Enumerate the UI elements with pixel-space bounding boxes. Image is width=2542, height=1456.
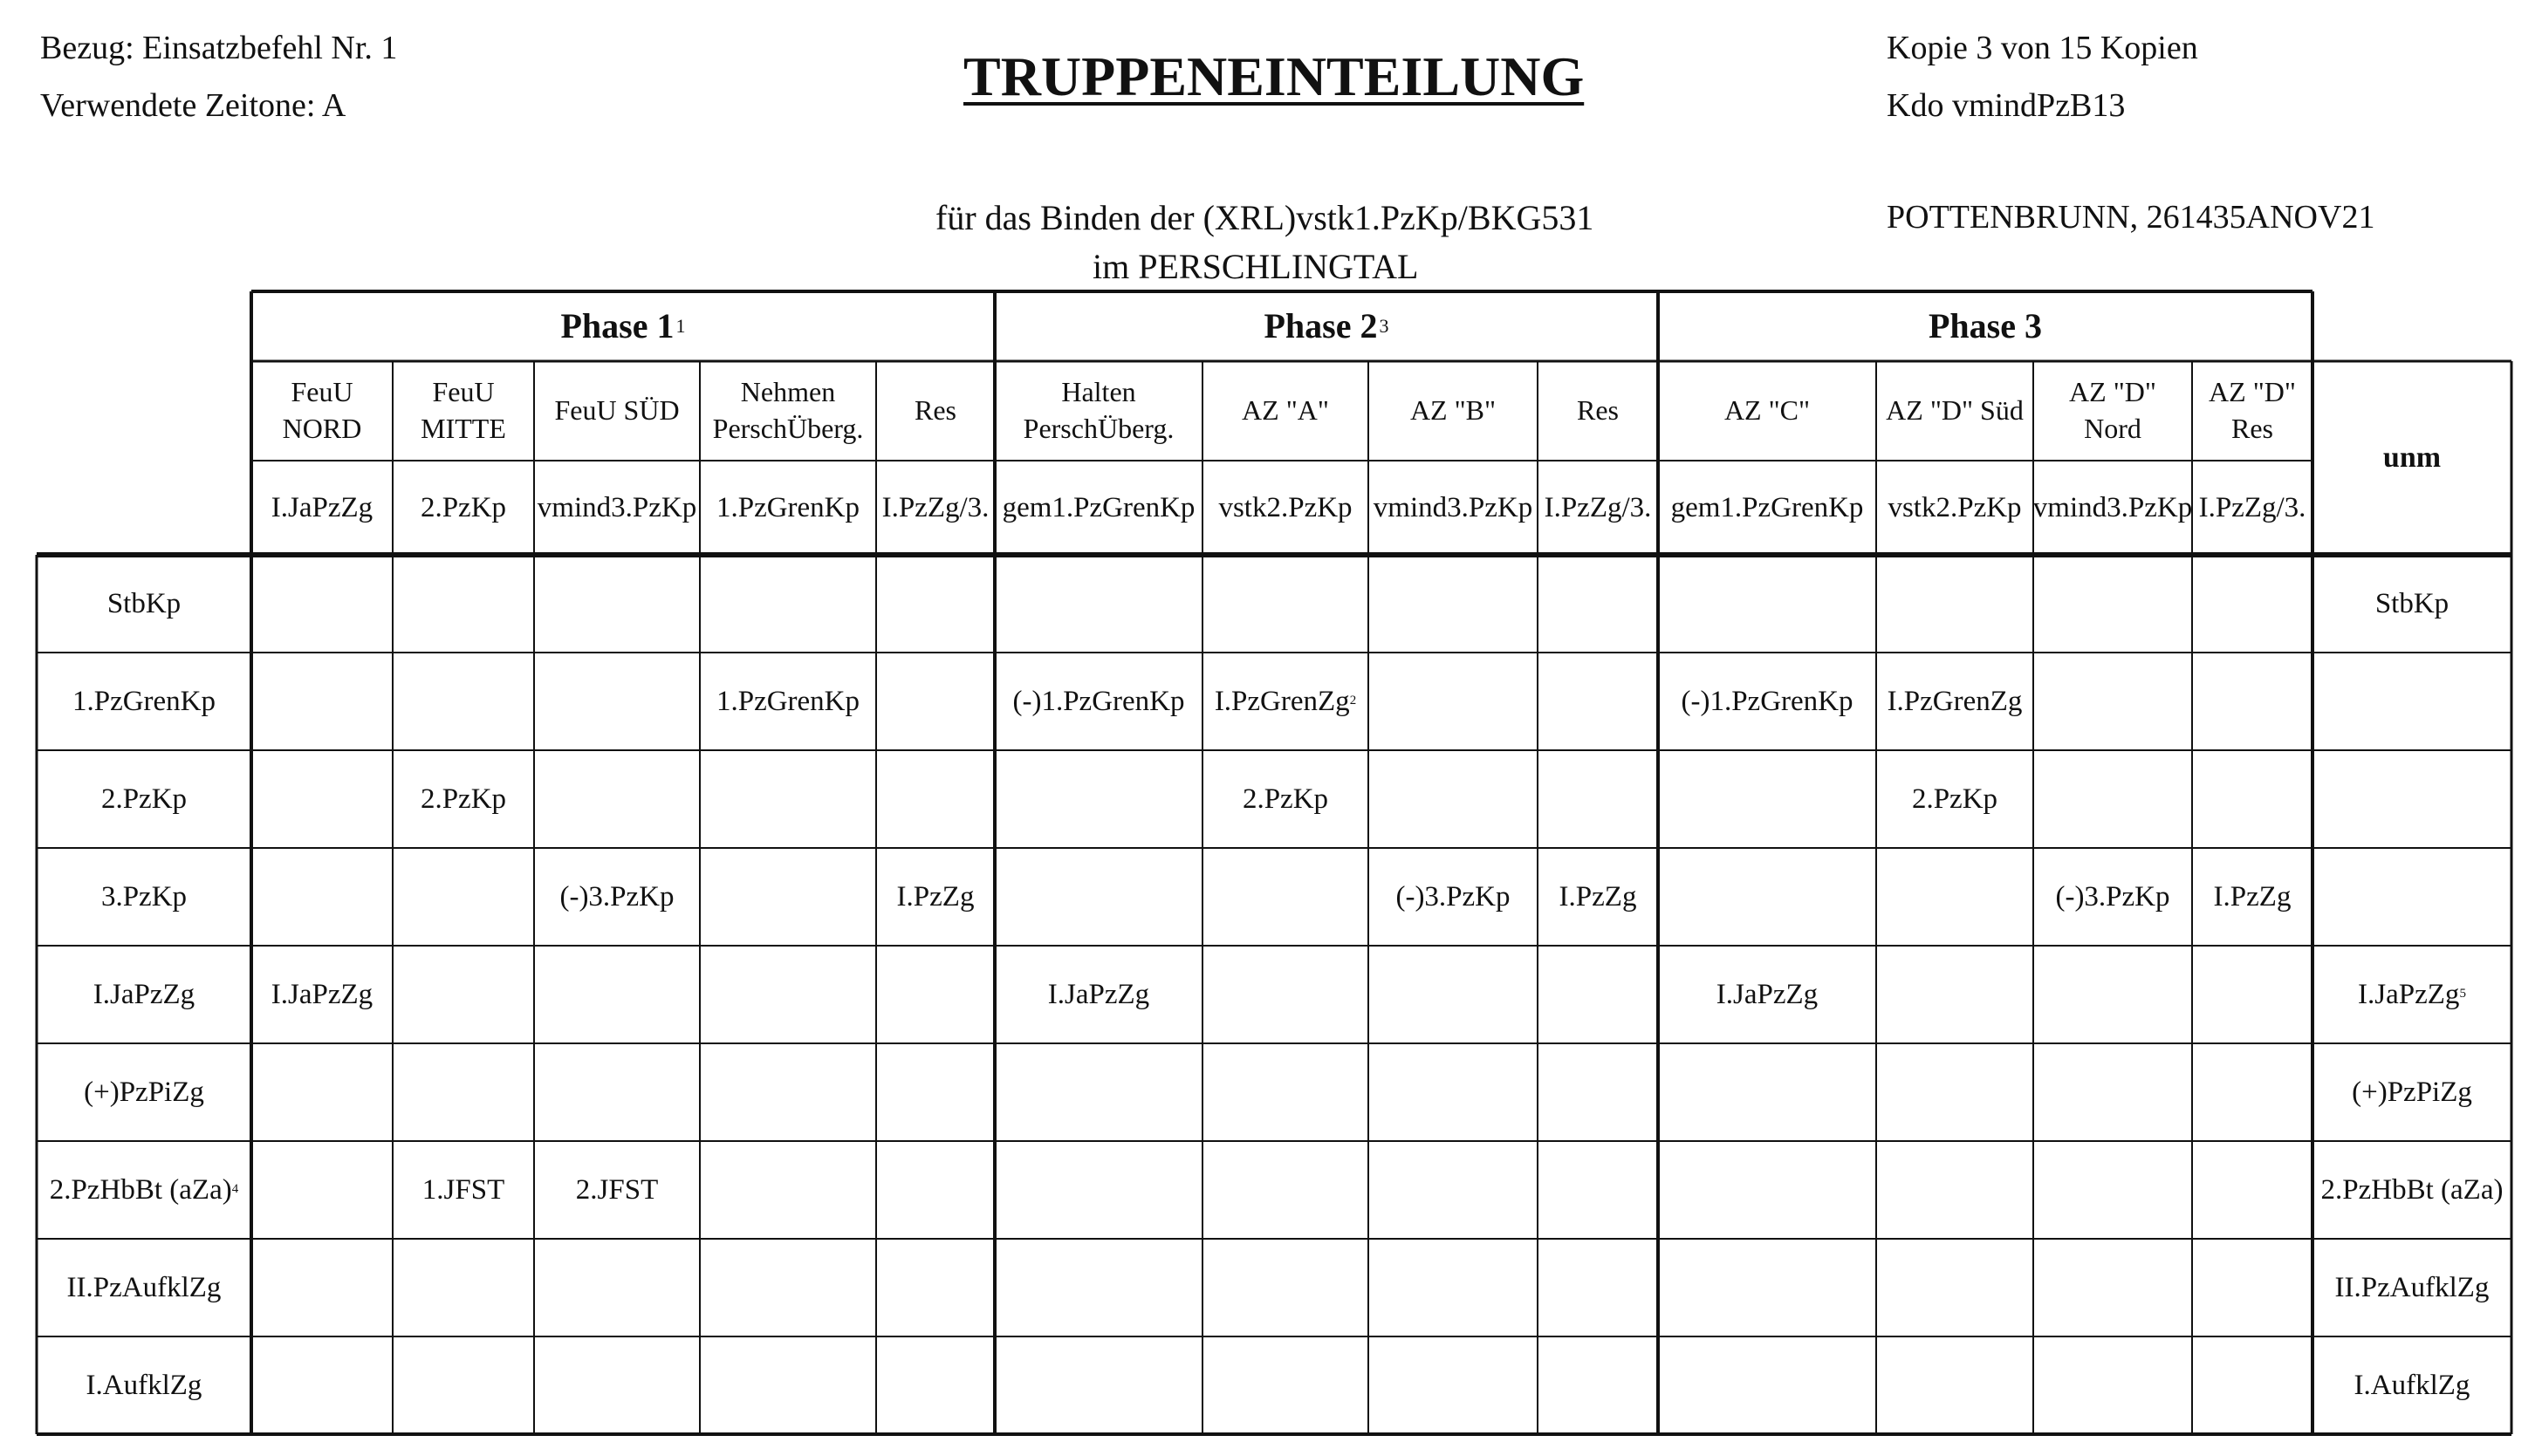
column-unit-header [534,461,700,555]
unm-cell [2312,1336,2511,1434]
row-label [37,750,251,848]
row-label [37,1043,251,1141]
unm-cell [2312,946,2511,1043]
row-label [37,1336,251,1434]
table-cell [1202,848,1368,946]
column-unit-header [251,461,393,555]
column-task-header [995,361,1202,461]
table-cell [1658,946,1876,1043]
table-cell [251,750,393,848]
column-task-header-text: Res [1577,394,1619,427]
phase-header-text: Phase 1 [560,306,675,345]
table-cell [1368,1336,1538,1434]
column-unit-header-text: gem1.PzGrenKp [1002,491,1196,523]
table-cell [1876,946,2033,1043]
table-cell [1202,1239,1368,1336]
table-cell [1658,848,1876,946]
column-unit-header [2033,461,2192,555]
row-label-text: I.JaPzZg [92,978,195,1010]
table-cell [1202,946,1368,1043]
row-label [37,1141,251,1239]
footnote-marker: 4 [231,1182,239,1197]
table-cell [1202,653,1368,750]
table-cell [1202,555,1368,653]
table-cell [2192,653,2312,750]
table-cell-text: I.JaPzZg [1716,978,1819,1010]
column-unit-header-text: vmind3.PzKp [2032,491,2193,523]
phase-header [995,291,1658,361]
table-cell [2033,848,2192,946]
table-cell-text: I.PzGrenZg [1887,685,2023,717]
column-task-header-text: Res [915,394,956,427]
subtitle-line-2: im PERSCHLINGTAL [1093,247,1419,286]
table-cell [995,555,1202,653]
table-cell [393,1141,534,1239]
column-unit-header-text: I.PzZg/3. [2198,491,2306,523]
column-task-header [1538,361,1658,461]
table-cell [876,848,995,946]
column-unit-header-text: vstk2.PzKp [1218,491,1353,523]
table-cell [534,1043,700,1141]
column-task-header [1658,361,1876,461]
table-cell [1876,1141,2033,1239]
unm-cell [2312,653,2511,750]
column-unit-header [1202,461,1368,555]
table-cell [393,1239,534,1336]
table-cell [1876,1239,2033,1336]
table-cell [1658,555,1876,653]
unm-header [2312,361,2511,555]
header-time-zone: Verwendete Zeitone: A [40,87,346,124]
table-cell [534,1336,700,1434]
table-cell [1538,555,1658,653]
table-cell [2033,1141,2192,1239]
unm-cell-text: I.AufklZg [2354,1369,2470,1401]
column-task-header-text: FeuU SÜD [554,394,680,427]
table-cell [393,946,534,1043]
table-cell [876,1043,995,1141]
column-task-header-text: AZ "A" [1242,394,1329,427]
column-task-header [2033,361,2192,461]
table-cell [876,1141,995,1239]
footnote-marker: 1 [675,314,686,337]
table-cell-text: (-)3.PzKp [1395,880,1511,913]
column-task-header-text: AZ "D" Süd [1886,394,2024,427]
table-cell [1202,1336,1368,1434]
table-cell [1538,1239,1658,1336]
table-cell [2033,750,2192,848]
table-cell [2192,1336,2312,1434]
table-cell [876,653,995,750]
row-label-text: StbKp [106,587,182,619]
table-cell [876,946,995,1043]
table-cell-text: 2.PzKp [420,783,507,815]
column-task-header [251,361,393,461]
table-cell [393,1043,534,1141]
column-task-header-text: AZ "D" Nord [2069,376,2156,444]
column-unit-header-text: vstk2.PzKp [1888,491,2022,523]
table-cell [2192,946,2312,1043]
table-cell [534,1141,700,1239]
unm-cell-text: II.PzAufklZg [2334,1271,2490,1303]
table-cell [1876,1336,2033,1434]
table-cell-text: (-)3.PzKp [559,880,675,913]
table-cell [1538,1336,1658,1434]
row-label-text: I.AufklZg [86,1369,202,1401]
table-cell [251,946,393,1043]
table-cell [2192,555,2312,653]
table-cell-text: I.PzGrenZg [1214,685,1350,717]
table-cell [534,555,700,653]
phase-header-text: Phase 2 [1264,306,1378,345]
column-unit-header [995,461,1202,555]
table-cell [393,1336,534,1434]
table-cell-text: 1.PzGrenKp [716,685,860,717]
table-cell [251,1336,393,1434]
table-cell [1368,848,1538,946]
column-unit-header [1538,461,1658,555]
table-cell [251,1141,393,1239]
table-cell [700,946,876,1043]
table-cell [700,1336,876,1434]
table-cell-text: (-)1.PzGrenKp [1012,685,1185,717]
table-cell [1368,1043,1538,1141]
table-cell [876,555,995,653]
table-cell [393,555,534,653]
table-cell [2033,555,2192,653]
table-cell [2192,1043,2312,1141]
table-cell-text: (-)3.PzKp [2055,880,2170,913]
table-cell [995,1239,1202,1336]
column-task-header [1876,361,2033,461]
column-task-header-text: AZ "D" Res [2209,376,2296,444]
table-cell [1538,1043,1658,1141]
column-unit-header-text: 1.PzGrenKp [716,491,860,523]
table-cell [995,1141,1202,1239]
table-cell [1876,653,2033,750]
column-task-header [876,361,995,461]
table-cell-text: (-)1.PzGrenKp [1681,685,1853,717]
unm-cell [2312,1141,2511,1239]
table-cell-text: I.PzZg [1559,880,1637,913]
phase-header [1658,291,2312,361]
table-cell-text: I.JaPzZg [271,978,373,1010]
table-cell [1538,653,1658,750]
document-title: TRUPPENEINTEILUNG [963,45,1585,107]
row-label-text: 3.PzKp [100,880,188,913]
column-unit-header [2192,461,2312,555]
table-cell [534,848,700,946]
column-unit-header-text: vmind3.PzKp [1373,491,1533,523]
table-cell [995,1336,1202,1434]
table-cell [876,1336,995,1434]
table-cell [1538,1141,1658,1239]
table-cell-text: 2.JFST [575,1173,659,1206]
table-cell [393,750,534,848]
table-cell [700,653,876,750]
table-cell [876,750,995,848]
table-cell [1368,1141,1538,1239]
column-unit-header [876,461,995,555]
table-cell [251,848,393,946]
unm-cell-text: StbKp [2374,587,2450,619]
unm-cell [2312,1043,2511,1141]
phase-header [251,291,995,361]
unm-cell [2312,848,2511,946]
table-cell [1202,1141,1368,1239]
table-cell [534,1239,700,1336]
table-cell-text: I.JaPzZg [1047,978,1150,1010]
command-label: Kdo vmindPzB13 [1887,87,2126,124]
table-cell [700,848,876,946]
column-task-header [1202,361,1368,461]
column-task-header-text: Halten PerschÜberg. [1023,376,1175,444]
column-task-header-text: AZ "C" [1723,394,1811,427]
column-unit-header [1876,461,2033,555]
column-unit-header [1658,461,1876,555]
unm-header-text: unm [2382,441,2442,474]
table-cell [251,555,393,653]
column-task-header-text: FeuU NORD [282,376,362,444]
table-cell [1538,848,1658,946]
column-unit-header [1368,461,1538,555]
table-cell [534,750,700,848]
column-unit-header-text: I.JaPzZg [271,491,373,523]
table-cell [251,1043,393,1141]
table-cell [2033,1336,2192,1434]
row-label [37,1239,251,1336]
unm-cell-text: I.JaPzZg [2358,978,2460,1010]
row-label [37,555,251,653]
column-unit-header [700,461,876,555]
row-label [37,848,251,946]
column-task-header [700,361,876,461]
column-unit-header [393,461,534,555]
table-cell [1202,750,1368,848]
table-cell [1538,750,1658,848]
table-cell-text: 1.JFST [421,1173,505,1206]
table-cell [700,555,876,653]
table-cell [995,1043,1202,1141]
table-cell [2033,1043,2192,1141]
column-unit-header-text: 2.PzKp [420,491,507,523]
unm-cell [2312,750,2511,848]
column-task-header [393,361,534,461]
copy-number: Kopie 3 von 15 Kopien [1887,30,2198,66]
column-unit-header-text: vmind3.PzKp [537,491,697,523]
table-cell-text: I.PzZg [2213,880,2292,913]
table-cell [2192,1239,2312,1336]
table-cell [700,1239,876,1336]
table-cell [1658,1239,1876,1336]
unm-cell [2312,1239,2511,1336]
column-unit-header-text: I.PzZg/3. [881,491,990,523]
table-cell [1368,653,1538,750]
table-cell [700,1043,876,1141]
table-cell [1658,653,1876,750]
table-cell [1876,1043,2033,1141]
row-label [37,653,251,750]
table-cell [1876,848,2033,946]
column-unit-header-text: gem1.PzGrenKp [1670,491,1864,523]
column-task-header [534,361,700,461]
column-task-header-text: Nehmen PerschÜberg. [712,376,864,444]
table-cell [2192,1141,2312,1239]
table-cell [1368,946,1538,1043]
table-cell [876,1239,995,1336]
table-cell [1368,555,1538,653]
table-cell [995,653,1202,750]
row-label [37,946,251,1043]
header-reference: Bezug: Einsatzbefehl Nr. 1 [40,30,398,66]
table-cell-text: I.PzZg [896,880,975,913]
column-task-header-text: FeuU MITTE [421,376,506,444]
row-label-text: 1.PzGrenKp [72,685,216,717]
footnote-marker: 2 [1349,694,1357,708]
table-cell [2033,1239,2192,1336]
table-cell [1876,555,2033,653]
table-cell [534,653,700,750]
table-cell [393,848,534,946]
table-cell [251,1239,393,1336]
table-cell [251,653,393,750]
table-cell [1538,946,1658,1043]
table-cell [995,750,1202,848]
unm-cell-text: (+)PzPiZg [2352,1076,2472,1108]
subtitle-line-1: für das Binden der (XRL)vstk1.PzKp/BKG531 [935,198,1594,237]
row-label-text: 2.PzKp [100,783,188,815]
table-cell [995,946,1202,1043]
column-unit-header-text: I.PzZg/3. [1544,491,1652,523]
table-cell [1876,750,2033,848]
column-task-header [2192,361,2312,461]
row-label-text: (+)PzPiZg [84,1076,204,1108]
table-cell [2192,750,2312,848]
footnote-marker: 3 [1379,314,1389,337]
table-cell [2033,653,2192,750]
column-task-header [1368,361,1538,461]
row-label-text: 2.PzHbBt (aZa) [49,1173,232,1206]
table-cell-text: 2.PzKp [1911,783,1998,815]
table-cell [1658,750,1876,848]
unm-cell-text: 2.PzHbBt (aZa) [2320,1173,2504,1206]
unm-cell [2312,555,2511,653]
footnote-marker: 5 [2459,987,2466,1001]
table-cell [700,750,876,848]
table-cell [2033,946,2192,1043]
table-cell [1368,750,1538,848]
table-cell [1368,1239,1538,1336]
table-cell [393,653,534,750]
column-task-header-text: AZ "B" [1409,394,1497,427]
table-cell [534,946,700,1043]
table-cell [700,1141,876,1239]
table-cell [995,848,1202,946]
phase-header-text: Phase 3 [1929,306,2042,345]
table-cell [1658,1336,1876,1434]
table-cell-text: 2.PzKp [1242,783,1329,815]
row-label-text: II.PzAufklZg [66,1271,222,1303]
table-cell [1202,1043,1368,1141]
table-cell [2192,848,2312,946]
table-cell [1658,1043,1876,1141]
place-date-time: POTTENBRUNN, 261435ANOV21 [1887,199,2375,236]
table-cell [1658,1141,1876,1239]
